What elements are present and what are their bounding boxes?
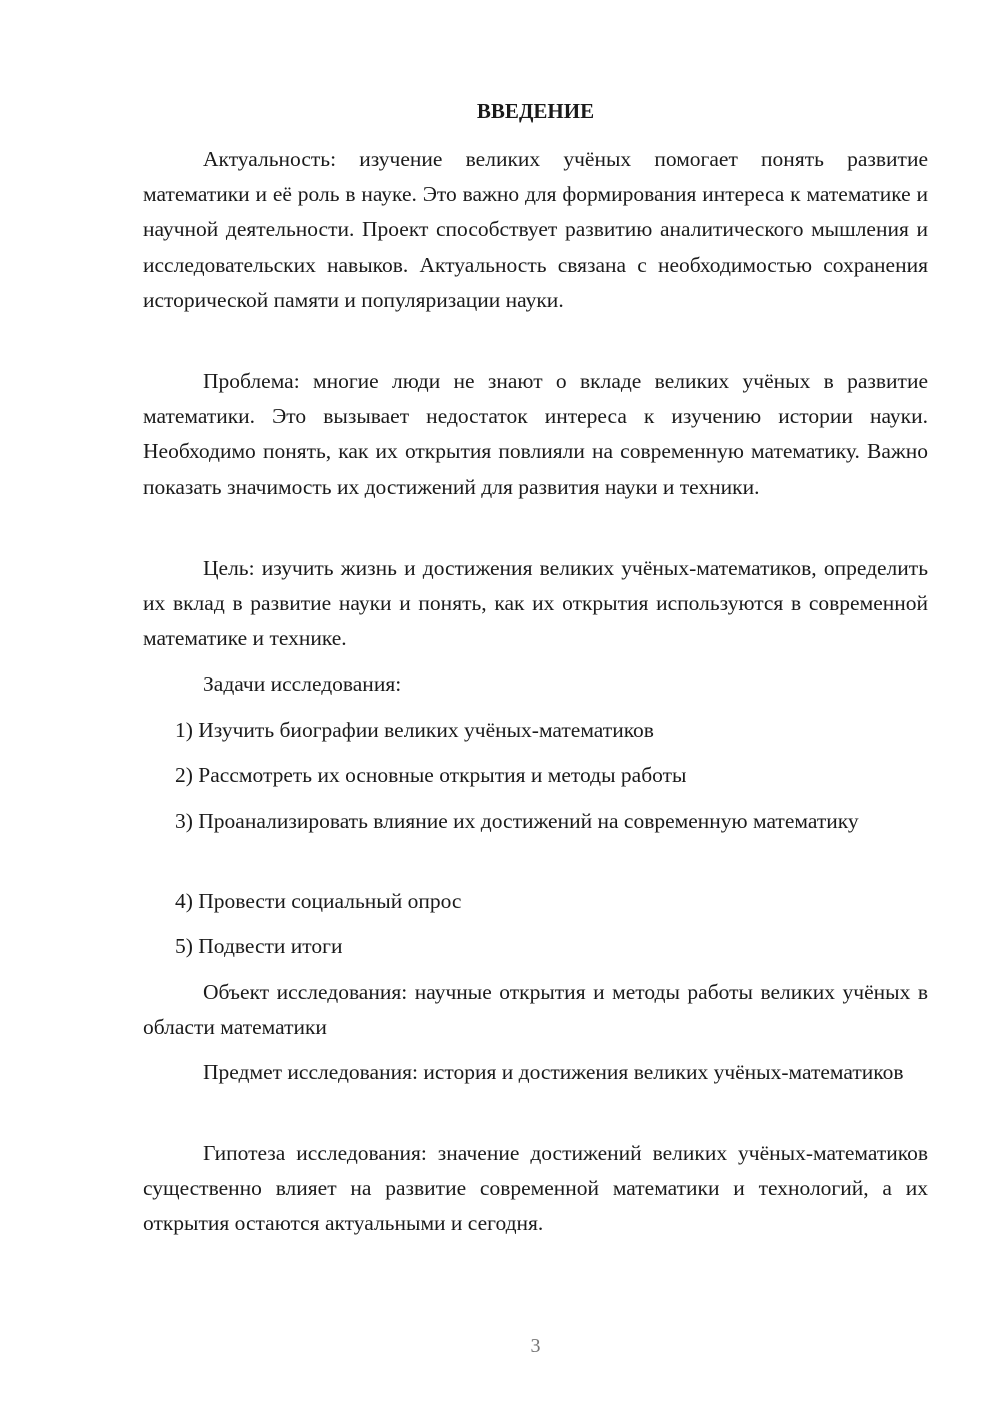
list-item: 5) Подвести итоги [175, 934, 343, 958]
page-title: ВВЕДЕНИЕ [476, 99, 595, 123]
problem-paragraph: Проблема: многие люди не знают о вкладе великих учёных в развитие математики. Это вызывает недостаток интереса к изучению истории науки. Необходимо понять, как их открытия повлияли на современную математику. Важно показать значимость их достижений для развития науки и техники. [143, 369, 928, 499]
relevance-paragraph: Актуальность: изучение великих учёных помогает понять развитие математики и её роль в науке. Это важно для формирования интереса к математике и научной деятельности. Проект способствует развитию аналитического мышления и исследовательских навыков. Актуальность связана с необходимостью сохранения исторической памяти и популяризации науки. [143, 147, 928, 312]
subject-paragraph: Предмет исследования: история и достижения великих учёных-математиков [203, 1060, 904, 1084]
object-paragraph: Объект исследования: научные открытия и методы работы великих учёных в области математики [143, 980, 928, 1040]
hypothesis-paragraph: Гипотеза исследования: значение достижений великих учёных-математиков существенно влияет на развитие современной математики и технологий, а их открытия остаются актуальными и сегодня. [143, 1141, 928, 1236]
list-item: 3) Проанализировать влияние их достижений на современную математику [175, 809, 859, 833]
tasks-heading: Задачи исследования: [203, 672, 402, 696]
document-page [143, 0, 928, 1414]
list-item: 1) Изучить биографии великих учёных-математиков [175, 718, 654, 742]
list-item: 2) Рассмотреть их основные открытия и методы работы [175, 763, 687, 787]
page-number: 3 [530, 1335, 541, 1357]
goal-paragraph: Цель: изучить жизнь и достижения великих учёных-математиков, определить их вклад в развитие науки и понять, как их открытия используются в современной математике и технике. [143, 556, 928, 651]
list-item: 4) Провести социальный опрос [175, 889, 462, 913]
